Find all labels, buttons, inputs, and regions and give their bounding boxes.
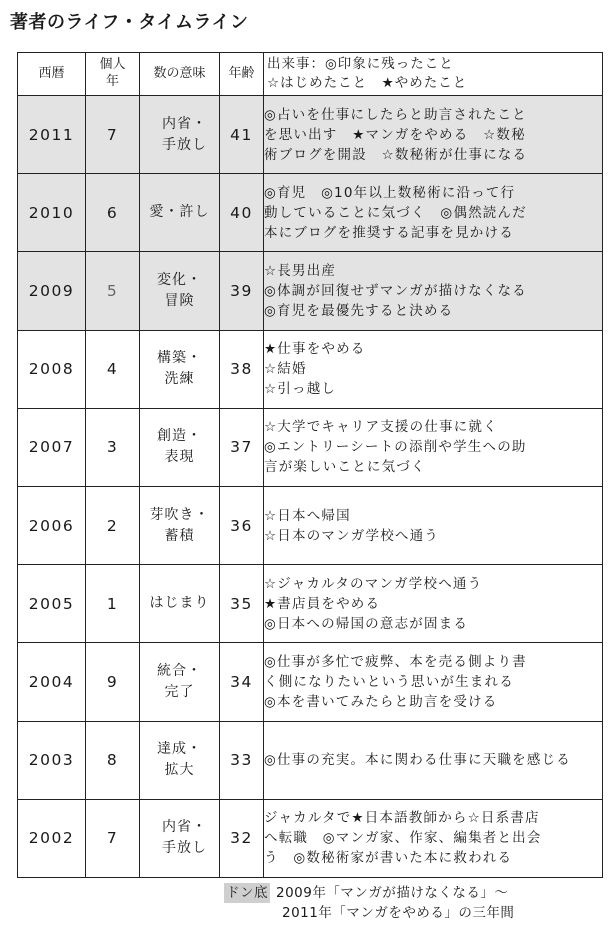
year-cell: 2011 <box>18 96 86 174</box>
table-row <box>18 408 603 486</box>
year-cell: 2006 <box>18 486 86 564</box>
event-line: ◎仕事の充実。本に関わる仕事に天職を感じる <box>264 752 571 769</box>
event-line: 動していることに気づく ◎偶然読んだ <box>264 204 527 221</box>
event-line: ★書店員をやめる <box>264 595 381 612</box>
age-cell: 37 <box>220 408 264 486</box>
event-line: ◎育児を最優先すると決める <box>264 302 454 319</box>
meaning-cell: 愛・許し <box>140 174 220 252</box>
meaning-cell: 内省・ 手放し <box>140 799 220 877</box>
page-title: 著者のライフ・タイムライン <box>10 12 249 33</box>
footnote <box>224 883 514 923</box>
event-line: ★仕事をやめる <box>264 341 366 358</box>
event-line: 術ブログを開設 ☆数秘術が仕事になる <box>264 146 528 163</box>
event-line: く側になりたいという思いが生まれる <box>264 673 514 690</box>
event-line: ☆日本へ帰国 <box>264 507 351 524</box>
year-cell: 2002 <box>18 799 86 877</box>
event-line: ☆引っ越し <box>264 381 337 398</box>
meaning-cell: 内省・ 手放し <box>140 96 220 174</box>
personal-year-cell: 1 <box>86 565 140 643</box>
event-line: ◎仕事が多忙で疲弊、本を売る側より書 <box>264 653 527 670</box>
event-line: ◎エントリーシートの添削や学生への助 <box>264 439 527 456</box>
table-row <box>18 643 603 721</box>
year-cell: 2009 <box>18 252 86 330</box>
table-row <box>18 486 603 564</box>
events-cell <box>264 643 603 721</box>
table-row <box>18 799 603 877</box>
personal-year-cell: 6 <box>86 174 140 252</box>
event-line: ☆結婚 <box>264 361 307 378</box>
meaning-cell: はじまり <box>140 565 220 643</box>
footnote-line2: 2011年「マンガをやめる」の三年間 <box>282 905 515 921</box>
event-line: ☆長男出産 <box>264 262 337 279</box>
personal-year-cell: 4 <box>86 330 140 408</box>
events-cell <box>264 252 603 330</box>
table-row <box>18 565 603 643</box>
timeline-table <box>17 52 603 878</box>
year-cell: 2008 <box>18 330 86 408</box>
meaning-cell: 達成・ 拡大 <box>140 721 220 799</box>
header-year: 西暦 <box>18 53 86 96</box>
event-line: を思い出す ★マンガをやめる ☆数秘 <box>264 126 526 143</box>
table-row <box>18 330 603 408</box>
footnote-label: ドン底 <box>226 885 268 901</box>
personal-year-cell: 9 <box>86 643 140 721</box>
event-line: ☆大学でキャリア支援の仕事に就く <box>264 419 498 436</box>
header-age: 年齢 <box>220 53 264 96</box>
age-cell: 34 <box>220 643 264 721</box>
event-line: 本にブログを推奨する記事を見かける <box>264 224 514 241</box>
header-events: 出来事：◎印象に残ったこと ☆はじめたこと ★やめたこと <box>264 53 603 96</box>
events-cell <box>264 799 603 877</box>
age-cell: 33 <box>220 721 264 799</box>
event-line: ☆日本のマンガ学校へ通う <box>264 527 440 544</box>
event-line: ジャカルタで★日本語教師から☆日系書店 <box>264 810 540 827</box>
year-cell: 2007 <box>18 408 86 486</box>
table-row <box>18 174 603 252</box>
meaning-cell: 変化・ 冒険 <box>140 252 220 330</box>
personal-year-cell: 8 <box>86 721 140 799</box>
year-cell: 2005 <box>18 565 86 643</box>
year-cell: 2003 <box>18 721 86 799</box>
meaning-cell: 統合・ 完了 <box>140 643 220 721</box>
events-cell <box>264 96 603 174</box>
event-line: へ転職 ◎マンガ家、作家、編集者と出会 <box>264 830 542 847</box>
age-cell: 36 <box>220 486 264 564</box>
event-line: ◎育児 ◎10年以上数秘術に沿って行 <box>264 184 516 201</box>
age-cell: 35 <box>220 565 264 643</box>
age-cell: 39 <box>220 252 264 330</box>
year-cell: 2010 <box>18 174 86 252</box>
events-cell <box>264 174 603 252</box>
table-row <box>18 252 603 330</box>
age-cell: 32 <box>220 799 264 877</box>
age-cell: 40 <box>220 174 264 252</box>
event-line: ◎占いを仕事にしたらと助言されたこと <box>264 106 527 123</box>
events-cell <box>264 486 603 564</box>
meaning-cell: 創造・ 表現 <box>140 408 220 486</box>
events-cell <box>264 330 603 408</box>
personal-year-cell: 2 <box>86 486 140 564</box>
age-cell: 41 <box>220 96 264 174</box>
events-cell <box>264 565 603 643</box>
event-line: う ◎数秘術家が書いた本に救われる <box>264 850 513 867</box>
personal-year-cell: 3 <box>86 408 140 486</box>
event-line: ◎体調が回復せずマンガが描けなくなる <box>264 282 527 299</box>
year-cell: 2004 <box>18 643 86 721</box>
event-line: ◎本を書いてみたらと助言を受ける <box>264 693 498 710</box>
header-meaning: 数の意味 <box>140 53 220 96</box>
personal-year-cell: 5 <box>86 252 140 330</box>
events-cell <box>264 408 603 486</box>
event-line: ☆ジャカルタのマンガ学校へ通う <box>264 575 483 592</box>
footnote-line1: 2009年「マンガが描けなくなる」〜 <box>276 885 509 901</box>
personal-year-cell: 7 <box>86 96 140 174</box>
meaning-cell: 構築・ 洗練 <box>140 330 220 408</box>
event-line: ◎日本への帰国の意志が固まる <box>264 615 469 632</box>
table-row <box>18 721 603 799</box>
event-line: 言が楽しいことに気づく <box>264 459 426 476</box>
personal-year-cell: 7 <box>86 799 140 877</box>
header-personal-year: 個人 年 <box>86 53 140 96</box>
header-row <box>18 53 603 96</box>
events-cell <box>264 721 603 799</box>
age-cell: 38 <box>220 330 264 408</box>
table-row <box>18 96 603 174</box>
meaning-cell: 芽吹き・ 蓄積 <box>140 486 220 564</box>
